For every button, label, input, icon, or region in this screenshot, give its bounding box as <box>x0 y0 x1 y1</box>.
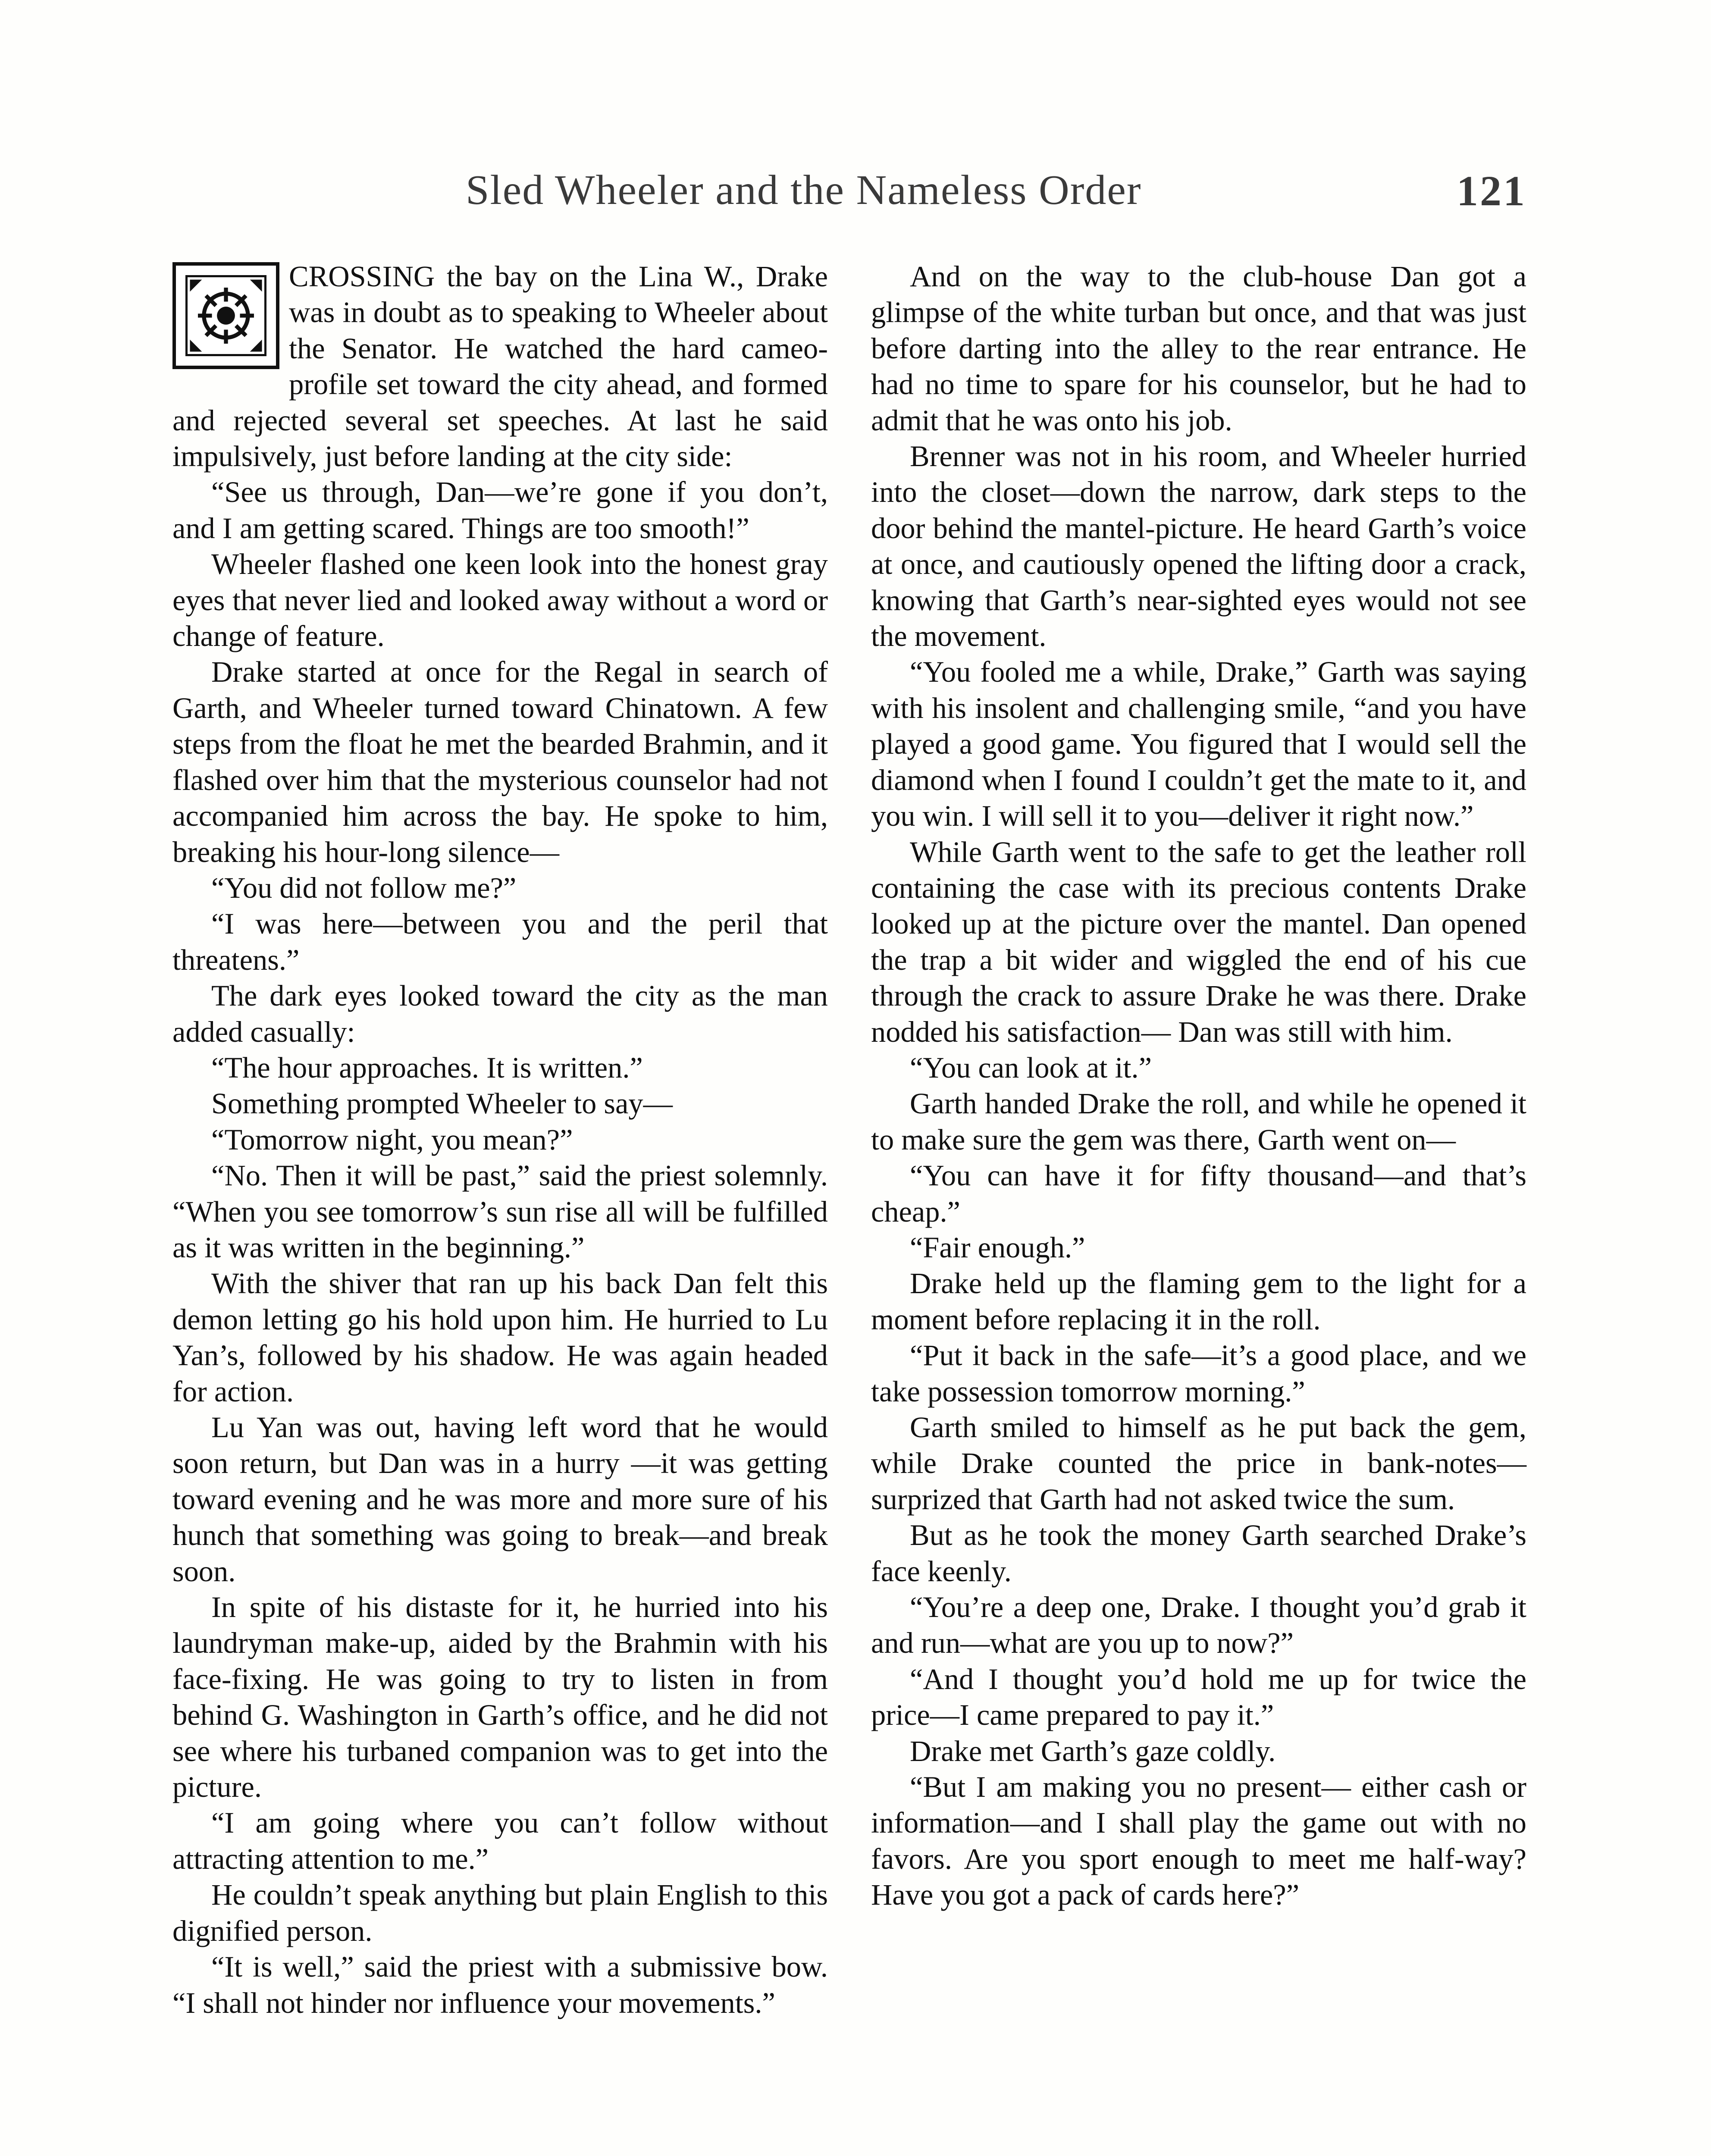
paragraph: “Tomorrow night, you mean?” <box>211 1123 573 1156</box>
paragraph: “I am going where you can’t follow without attracting attention to me.” <box>172 1806 828 1875</box>
paragraph: CROSSING the bay on the Lina W., Drake was in doubt as to speaking to Wheeler about the Senator. He watched the hard cameo-profile set toward the city ahead, and formed and rejected several set speeches. At last he said impulsively, just before landing at the city side: <box>172 260 828 473</box>
paragraph: While Garth went to the safe to get the leather roll containing the case with its precious contents Drake looked up at the picture over the mantel. Dan opened the trap a bit wider and wiggled the end of his cue through the crack to assure Drake he was there. Drake nodded his satisfaction— Dan was still with him. <box>871 835 1526 1048</box>
paragraph: Something prompted Wheeler to say— <box>211 1087 673 1120</box>
paragraph: Lu Yan was out, having left word that he would soon return, but Dan was in a hurry —it was getting toward evening and he was more and more sure of his hunch that something was going to break—and break soon. <box>172 1411 828 1588</box>
paragraph: He couldn’t speak anything but plain English to this dignified person. <box>172 1878 828 1947</box>
paragraph: Brenner was not in his room, and Wheeler hurried into the closet—down the narrow, dark steps to the door behind the mantel-picture. He heard Garth’s voice at once, and cautiously opened the lifting door a crack, knowing that Garth’s near-sighted eyes would not see the movement. <box>871 440 1526 653</box>
paragraph: Garth smiled to himself as he put back the gem, while Drake counted the price in bank-notes—surprized that Garth had not asked twice the sum. <box>871 1411 1526 1516</box>
paragraph: Garth handed Drake the roll, and while he opened it to make sure the gem was there, Garth went on— <box>871 1087 1526 1156</box>
running-header <box>172 166 1526 231</box>
ornamental-initial-icon <box>172 262 279 369</box>
paragraph: But as he took the money Garth searched Drake’s face keenly. <box>871 1519 1526 1588</box>
paragraph: “No. Then it will be past,” said the priest solemnly. “When you see tomorrow’s sun rise all will be fulfilled as it was written in the beginning.” <box>172 1159 828 1264</box>
paragraph: “Put it back in the safe—it’s a good place, and we take possession tomorrow morning.” <box>871 1339 1526 1408</box>
paragraph: “But I am making you no present— either cash or information—and I shall play the game out with no favors. Are you sport enough to meet me half-way? Have you got a pack of cards here?” <box>871 1771 1526 1912</box>
paragraph: Drake held up the flaming gem to the light for a moment before replacing it in the roll. <box>871 1267 1526 1336</box>
paragraph: “And I thought you’d hold me up for twice the price—I came prepared to pay it.” <box>871 1662 1526 1732</box>
paragraph: “Fair enough.” <box>910 1231 1085 1264</box>
page-number: 121 <box>1457 167 1526 215</box>
paragraph: “You can have it for fifty thousand—and that’s cheap.” <box>871 1159 1526 1228</box>
paragraph: In spite of his distaste for it, he hurried into his laundryman make-up, aided by the Brahmin with his face-fixing. He was going to try to listen in from behind G. Washington in Garth’s office, and he did not see where his turbaned companion was to get into the picture. <box>172 1591 828 1804</box>
paragraph: “See us through, Dan—we’re gone if you don’t, and I am getting scared. Things are too smooth!” <box>172 476 828 545</box>
paragraph: Wheeler flashed one keen look into the honest gray eyes that never lied and looked away without a word or change of feature. <box>172 548 828 653</box>
paragraph: “It is well,” said the priest with a submissive bow. “I shall not hinder nor influence your movements.” <box>172 1950 828 2019</box>
paragraph: The dark eyes looked toward the city as the man added casually: <box>172 979 828 1048</box>
left-column <box>172 259 828 2021</box>
paragraph: Drake met Garth’s gaze coldly. <box>910 1734 1276 1767</box>
paragraph: “You fooled me a while, Drake,” Garth was saying with his insolent and challenging smile, “and you have played a good game. You figured that I would sell the diamond when I found I couldn’t get the mate to it, and you win. I will sell it to you—deliver it right now.” <box>871 655 1526 833</box>
right-column <box>871 259 1526 1913</box>
paragraph: With the shiver that ran up his back Dan felt this demon letting go his hold upon him. He hurried to Lu Yan’s, followed by his shadow. He was again headed for action. <box>172 1267 828 1408</box>
paragraph: “You did not follow me?” <box>211 871 517 904</box>
paragraph: “The hour approaches. It is written.” <box>211 1051 643 1084</box>
paragraph: “You’re a deep one, Drake. I thought you’d grab it and run—what are you up to now?” <box>871 1591 1526 1660</box>
paragraph: “I was here—between you and the peril that threatens.” <box>172 907 828 976</box>
paragraph: “You can look at it.” <box>910 1051 1152 1084</box>
paragraph: Drake started at once for the Regal in search of Garth, and Wheeler turned toward Chinatown. A few steps from the float he met the bearded Brahmin, and it flashed over him that the mysterious counselor had not accompanied him across the bay. He spoke to him, breaking his hour-long silence— <box>172 655 828 868</box>
paragraph: And on the way to the club-house Dan got a glimpse of the white turban but once, and that was just before darting into the alley to the rear entrance. He had no time to spare for his counselor, but he had to admit that he was onto his job. <box>871 260 1526 437</box>
running-title: Sled Wheeler and the Nameless Order <box>466 167 1142 213</box>
